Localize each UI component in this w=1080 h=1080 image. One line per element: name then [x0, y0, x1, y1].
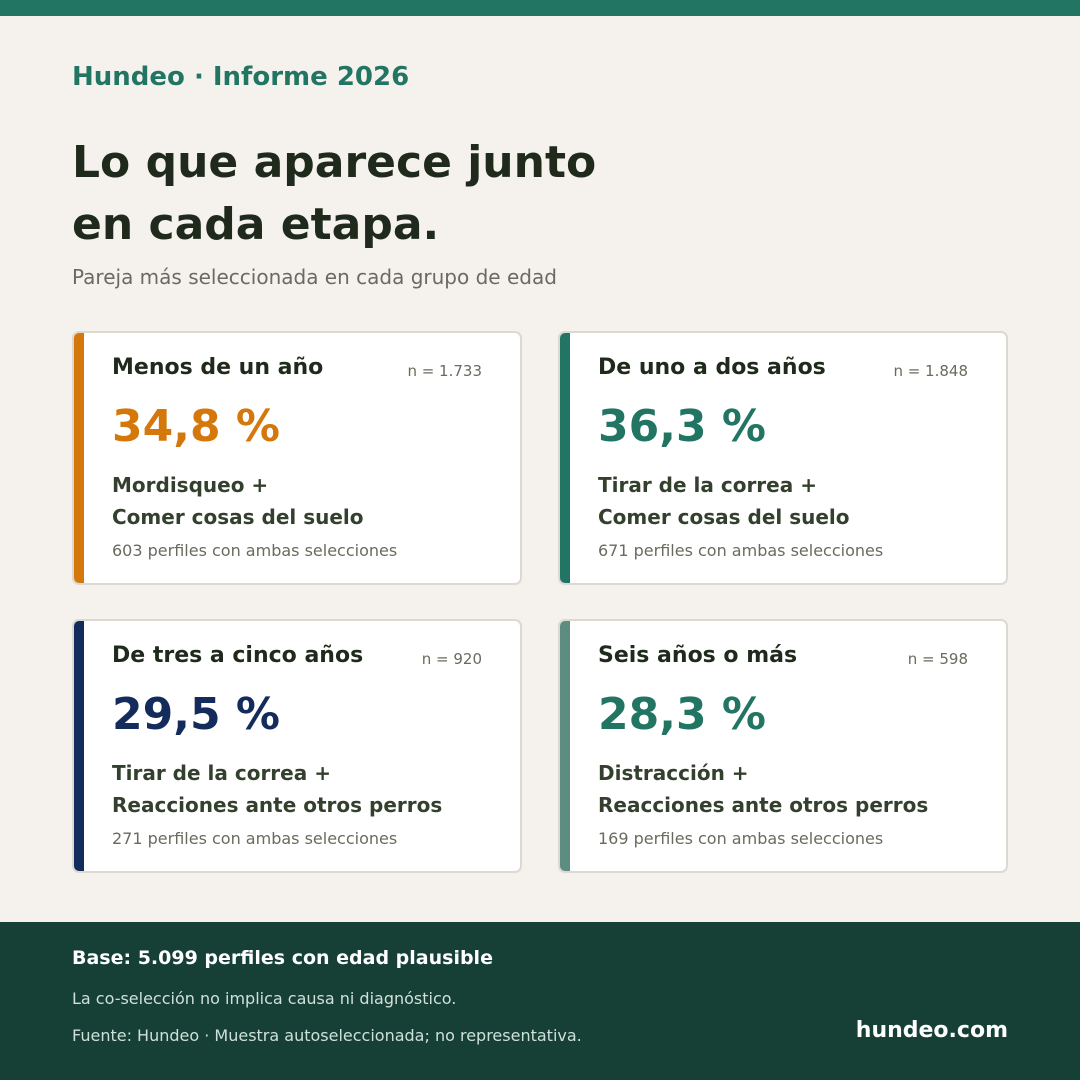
page-subtitle: Pareja más seleccionada en cada grupo de edad: [72, 265, 557, 289]
card-sample-size: n = 598: [907, 650, 968, 668]
age-card-under-one: [72, 331, 522, 585]
footer-source: Fuente: Hundeo · Muestra autoseleccionada; no representativa.: [72, 1026, 582, 1045]
card-behavior-2: Comer cosas del suelo: [598, 505, 850, 529]
card-percentage: 28,3 %: [598, 689, 766, 740]
card-accent-bar: [74, 333, 84, 583]
card-accent-bar: [74, 621, 84, 871]
card-sample-size: n = 1.733: [407, 362, 482, 380]
footer-website-link[interactable]: hundeo.com: [855, 1018, 1008, 1043]
top-accent-bar: [0, 0, 1080, 16]
card-behavior-2: Reacciones ante otros perros: [112, 793, 443, 817]
card-accent-bar: [560, 621, 570, 871]
card-behavior-2: Comer cosas del suelo: [112, 505, 364, 529]
card-behavior-2: Reacciones ante otros perros: [598, 793, 929, 817]
card-age-label: Seis años o más: [598, 643, 798, 668]
card-behavior-pair: [598, 757, 928, 821]
card-profile-count: 169 perfiles con ambas selecciones: [598, 829, 884, 848]
footer-disclaimer: La co-selección no implica causa ni diagnóstico.: [72, 989, 457, 1008]
page-title-line-2: en cada etapa.: [72, 199, 440, 250]
card-behavior-1: Mordisqueo +: [112, 473, 269, 497]
card-accent-bar: [560, 333, 570, 583]
card-sample-size: n = 920: [421, 650, 482, 668]
card-profile-count: 603 perfiles con ambas selecciones: [112, 541, 398, 560]
page-title-line-1: Lo que aparece junto: [72, 137, 597, 188]
card-behavior-pair: [112, 757, 442, 821]
card-profile-count: 671 perfiles con ambas selecciones: [598, 541, 884, 560]
card-behavior-1: Tirar de la correa +: [598, 473, 817, 497]
card-age-label: De uno a dos años: [598, 355, 826, 380]
card-age-label: De tres a cinco años: [112, 643, 364, 668]
card-behavior-pair: [598, 469, 850, 533]
page-title: [72, 132, 596, 256]
brand-label: Hundeo · Informe 2026: [72, 62, 410, 92]
age-card-three-to-five: [72, 619, 522, 873]
card-behavior-pair: [112, 469, 364, 533]
card-sample-size: n = 1.848: [893, 362, 968, 380]
card-behavior-1: Distracción +: [598, 761, 749, 785]
card-percentage: 29,5 %: [112, 689, 280, 740]
card-age-label: Menos de un año: [112, 355, 324, 380]
age-card-six-plus: [558, 619, 1008, 873]
age-card-one-to-two: [558, 331, 1008, 585]
footer-base-note: Base: 5.099 perfiles con edad plausible: [72, 947, 493, 969]
card-percentage: 34,8 %: [112, 401, 280, 452]
footer: [0, 922, 1080, 1080]
card-percentage: 36,3 %: [598, 401, 766, 452]
card-profile-count: 271 perfiles con ambas selecciones: [112, 829, 398, 848]
card-behavior-1: Tirar de la correa +: [112, 761, 331, 785]
